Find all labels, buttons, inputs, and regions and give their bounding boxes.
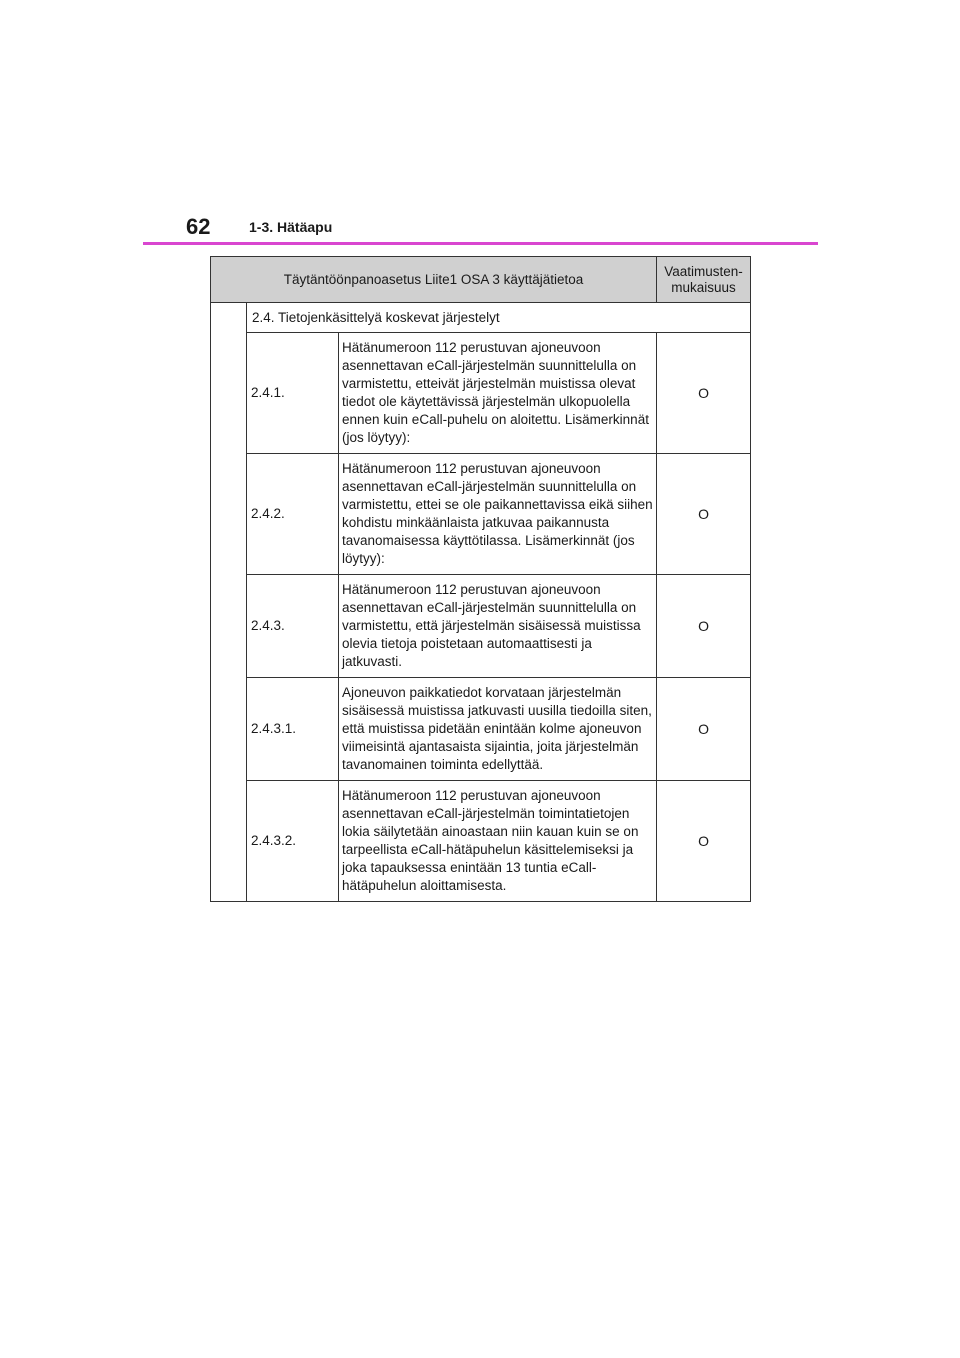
table-subheading: 2.4. Tietojenkäsittelyä koskevat järjestelyt [247,303,751,333]
row-compliance-mark: O [657,678,751,781]
table-header-row [211,257,751,303]
row-description: Hätänumeroon 112 perustuvan ajoneuvoon asennettavan eCall-järjestelmän toimintatietojen lokia säilytetään ainoastaan niin kauan kuin se on tarpeellista eCall-hätäpuhelun käsittelemiseksi ja joka tapauksessa enintään 13 tuntia eCall-hätäpuhelun aloittamisesta. [339,781,657,902]
row-compliance-mark: O [657,781,751,902]
row-number: 2.4.3.1. [247,678,339,781]
row-compliance-mark: O [657,454,751,575]
table-row [211,678,751,781]
page-number: 62 [186,214,211,239]
table-indent-cell [211,303,247,902]
table-row [211,781,751,902]
table-row [211,575,751,678]
section-title: 1-3. Hätäapu [249,219,333,235]
table-header-title: Täytäntöönpanoasetus Liite1 OSA 3 käyttäjätietoa [211,257,657,303]
table-row [211,333,751,454]
row-description: Hätänumeroon 112 perustuvan ajoneuvoon asennettavan eCall-järjestelmän suunnittelulla on varmistettu, että järjestelmän sisäisessä muistissa olevia tietoja poistetaan automaattisesti ja jatkuvasti. [339,575,657,678]
row-description: Hätänumeroon 112 perustuvan ajoneuvoon asennettavan eCall-järjestelmän suunnittelulla on varmistettu, ettei se ole paikannettavissa eikä siihen kohdistu minkäänlaista jatkuvaa paikannusta tavanomaisessa käyttötilassa. Lisämerkinnät (jos löytyy): [339,454,657,575]
row-number: 2.4.3.2. [247,781,339,902]
row-number: 2.4.3. [247,575,339,678]
table-subheading-row [211,303,751,333]
row-description: Ajoneuvon paikkatiedot korvataan järjestelmän sisäisessä muistissa jatkuvasti uusilla tiedoilla siten, että muistissa pidetään enintään kolme ajoneuvon viimeisintä ajantasaista sijaintia, joita järjestelmän tavanomainen toiminta edellyttää. [339,678,657,781]
table-header-compliance: Vaatimusten-mukaisuus [657,257,751,303]
requirements-table [210,256,751,902]
row-description: Hätänumeroon 112 perustuvan ajoneuvoon asennettavan eCall-järjestelmän suunnittelulla on varmistettu, etteivät järjestelmän muistissa olevat tiedot ole käytettävissä järjestelmän ulkopuolella ennen kuin eCall-puhelu on aloitettu. Lisämerkinnät (jos löytyy): [339,333,657,454]
row-number: 2.4.1. [247,333,339,454]
row-number: 2.4.2. [247,454,339,575]
row-compliance-mark: O [657,575,751,678]
table-row [211,454,751,575]
header-divider [143,242,818,245]
row-compliance-mark: O [657,333,751,454]
